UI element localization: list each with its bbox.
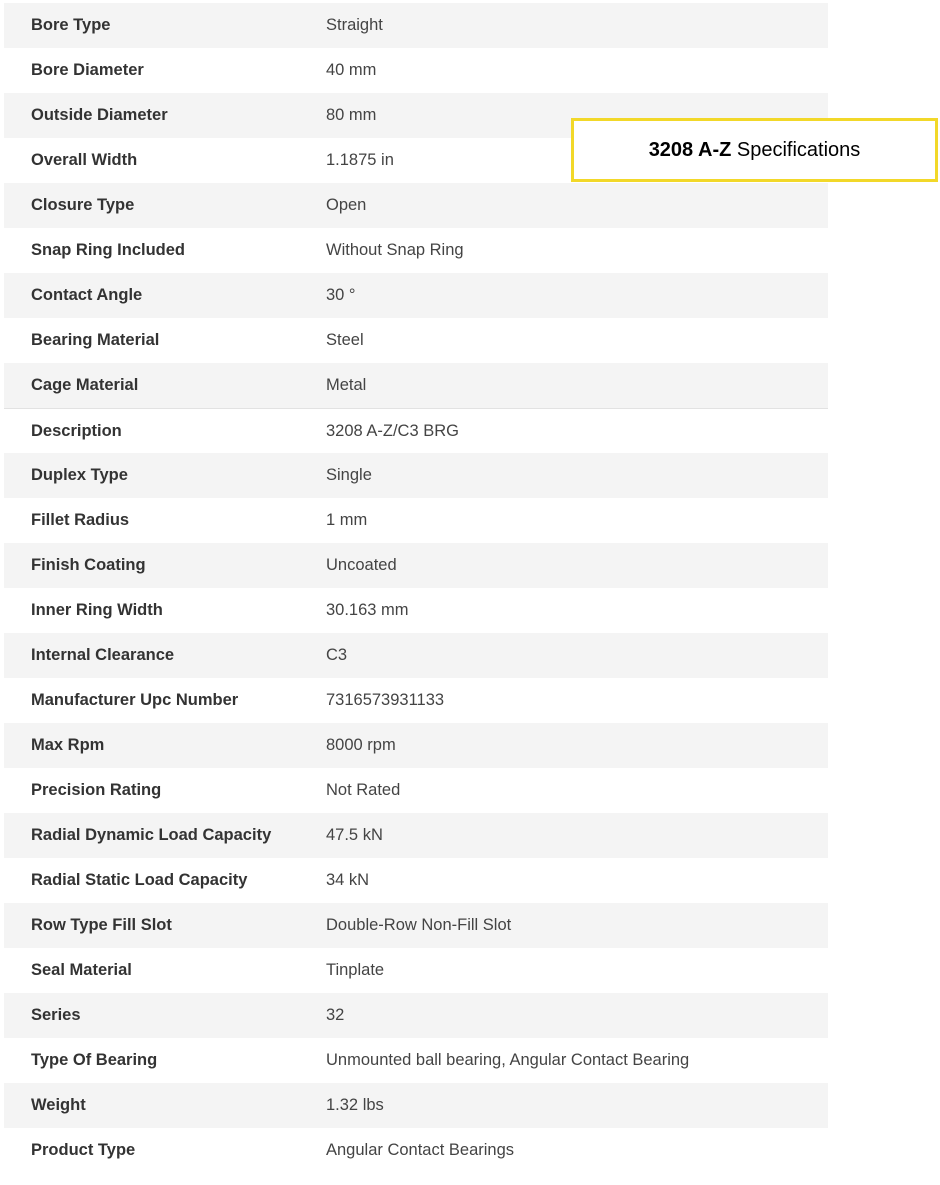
spec-label: Seal Material xyxy=(31,961,132,979)
spec-label: Bore Type xyxy=(31,16,111,34)
spec-value: Straight xyxy=(326,16,383,34)
spec-row-closure-type xyxy=(4,183,828,228)
spec-value: Uncoated xyxy=(326,556,397,574)
spec-label: Duplex Type xyxy=(31,466,128,484)
spec-label: Contact Angle xyxy=(31,286,143,304)
spec-value: 40 mm xyxy=(326,61,377,79)
spec-label: Finish Coating xyxy=(31,556,146,574)
spec-label: Bearing Material xyxy=(31,331,160,349)
spec-label: Bore Diameter xyxy=(31,61,144,79)
spec-row-product-type xyxy=(4,1128,828,1173)
spec-row-weight xyxy=(4,1083,828,1128)
callout-suffix: Specifications xyxy=(731,138,861,161)
spec-row-manufacturer-upc-number xyxy=(4,678,828,723)
spec-row-series xyxy=(4,993,828,1038)
spec-label: Weight xyxy=(31,1096,86,1114)
spec-row-row-type-fill-slot xyxy=(4,903,828,948)
spec-label: Cage Material xyxy=(31,376,139,394)
spec-row-finish-coating xyxy=(4,543,828,588)
spec-row-type-of-bearing xyxy=(4,1038,828,1083)
spec-value: Angular Contact Bearings xyxy=(326,1141,515,1159)
spec-value: Tinplate xyxy=(326,961,385,979)
spec-value: 1.1875 in xyxy=(326,151,394,169)
spec-label: Product Type xyxy=(31,1141,136,1159)
spec-value: 80 mm xyxy=(326,106,377,124)
spec-row-description xyxy=(4,409,828,453)
spec-value: 34 kN xyxy=(326,871,370,889)
spec-value: 47.5 kN xyxy=(326,826,383,844)
spec-value: 30.163 mm xyxy=(326,601,409,619)
spec-value: 32 xyxy=(326,1006,345,1024)
spec-label: Series xyxy=(31,1006,81,1024)
spec-label: Closure Type xyxy=(31,196,135,214)
spec-label: Max Rpm xyxy=(31,736,105,754)
spec-row-bearing-material xyxy=(4,318,828,363)
spec-label: Radial Static Load Capacity xyxy=(31,871,248,889)
spec-label: Inner Ring Width xyxy=(31,601,163,619)
spec-value: 1.32 lbs xyxy=(326,1096,384,1114)
spec-row-seal-material xyxy=(4,948,828,993)
spec-label: Internal Clearance xyxy=(31,646,175,664)
spec-row-radial-static-load-capacity xyxy=(4,858,828,903)
spec-label: Radial Dynamic Load Capacity xyxy=(31,826,272,844)
spec-label: Description xyxy=(31,421,122,440)
spec-label: Overall Width xyxy=(31,151,138,169)
spec-row-max-rpm xyxy=(4,723,828,768)
spec-row-internal-clearance xyxy=(4,633,828,678)
spec-value: 8000 rpm xyxy=(326,736,396,754)
spec-value: 3208 A-Z/C3 BRG xyxy=(326,421,459,440)
spec-label: Precision Rating xyxy=(31,781,162,799)
spec-label: Row Type Fill Slot xyxy=(31,916,172,934)
spec-row-cage-material xyxy=(4,363,828,408)
spec-value: Steel xyxy=(326,331,364,349)
spec-value: Unmounted ball bearing, Angular Contact Bearing xyxy=(326,1051,690,1069)
spec-row-bore-diameter xyxy=(4,48,828,93)
spec-value: Double-Row Non-Fill Slot xyxy=(326,916,512,934)
spec-label: Manufacturer Upc Number xyxy=(31,691,239,709)
spec-row-contact-angle xyxy=(4,273,828,318)
spec-value: Open xyxy=(326,196,367,214)
specifications-callout xyxy=(571,118,938,182)
callout-model-number: 3208 A-Z xyxy=(648,138,732,161)
spec-value: 7316573931133 xyxy=(326,691,445,709)
spec-label: Fillet Radius xyxy=(31,511,130,529)
spec-row-precision-rating xyxy=(4,768,828,813)
spec-label: Snap Ring Included xyxy=(31,241,186,259)
spec-value: Metal xyxy=(326,376,367,394)
spec-value: Single xyxy=(326,466,372,484)
spec-value: Without Snap Ring xyxy=(326,241,464,259)
spec-row-radial-dynamic-load-capacity xyxy=(4,813,828,858)
spec-label: Type Of Bearing xyxy=(31,1051,158,1069)
spec-row-duplex-type xyxy=(4,453,828,498)
spec-value: C3 xyxy=(326,646,348,664)
spec-value: Not Rated xyxy=(326,781,401,799)
spec-row-snap-ring-included xyxy=(4,228,828,273)
spec-row-inner-ring-width xyxy=(4,588,828,633)
spec-value: 1 mm xyxy=(326,511,368,529)
spec-row-fillet-radius xyxy=(4,498,828,543)
spec-label: Outside Diameter xyxy=(31,106,168,124)
spec-value: 30 ° xyxy=(326,286,356,304)
spec-row-bore-type xyxy=(4,3,828,48)
